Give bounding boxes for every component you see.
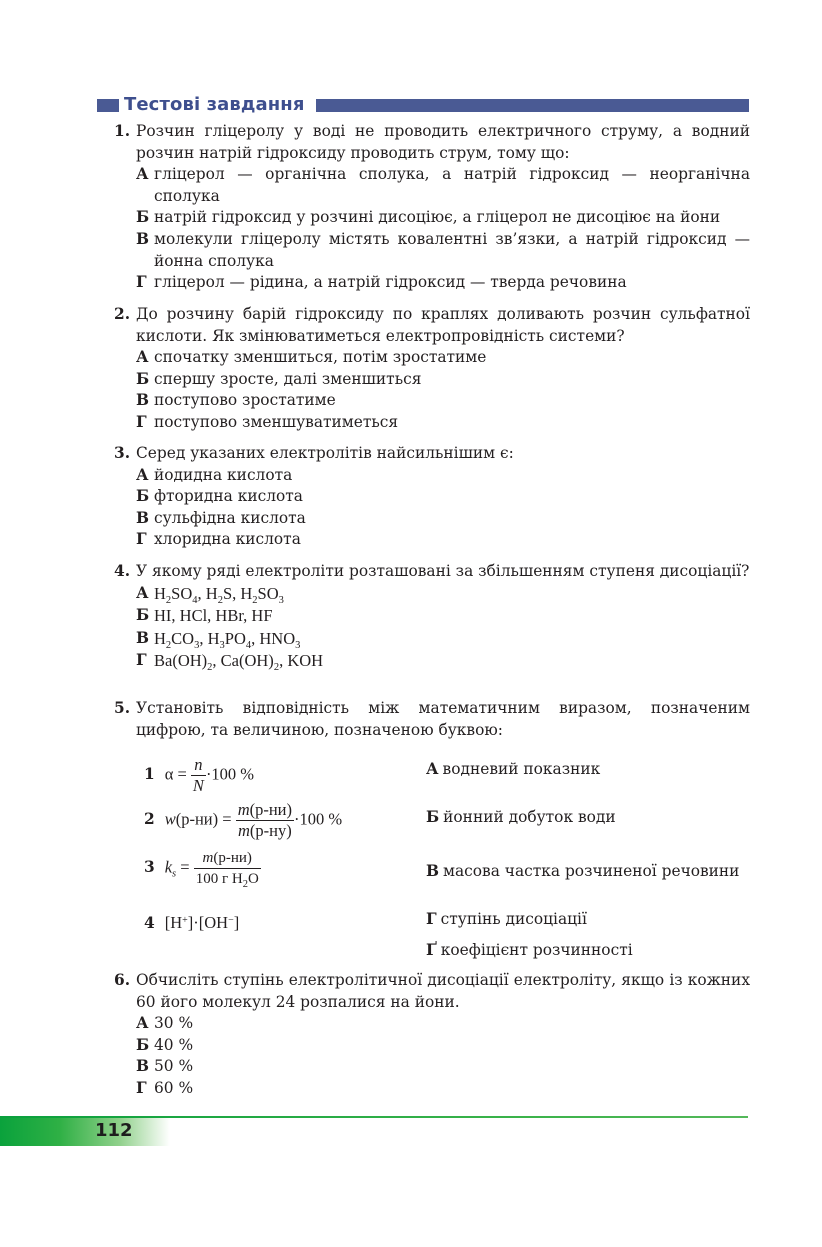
option-letter: Г bbox=[136, 530, 147, 549]
footer-band bbox=[0, 1118, 170, 1146]
question-3 bbox=[114, 443, 750, 551]
question-number: 5. bbox=[114, 699, 131, 717]
option-letter: В bbox=[136, 628, 150, 647]
option-b bbox=[136, 605, 750, 628]
option-letter: А bbox=[136, 465, 149, 484]
question-5 bbox=[114, 698, 750, 741]
question-stem: У якому ряді електроліти розташовані за збільшенням ступеня дисоціації? bbox=[136, 562, 750, 580]
option-letter: Б bbox=[136, 369, 150, 388]
question-number: 2. bbox=[114, 305, 131, 323]
option-text: поступово зростатиме bbox=[154, 391, 336, 410]
option-c bbox=[136, 1056, 750, 1078]
section-header bbox=[97, 95, 749, 115]
question-number: 6. bbox=[114, 971, 131, 989]
option-text: натрій гідроксид у розчині дисоціює, а гліцерол не дисоціює на йони bbox=[154, 208, 721, 227]
option-letter: А bbox=[136, 165, 149, 184]
option-text: 60 % bbox=[154, 1078, 194, 1097]
option-letter: В bbox=[136, 508, 150, 527]
matching-table bbox=[114, 748, 750, 966]
option-text: 40 % bbox=[154, 1035, 194, 1054]
option-text: сульфідна кислота bbox=[154, 508, 306, 527]
formula-series-c: $H_2CO_3$, $H_3PO_4$, $HNO_3$ bbox=[154, 628, 301, 651]
option-c bbox=[136, 229, 750, 272]
option-letter: Г bbox=[136, 651, 147, 670]
option-letter: А bbox=[136, 583, 149, 602]
formula-series-b: HI, HCl, HBr, HF bbox=[154, 606, 273, 626]
section-title: Тестові завдання bbox=[124, 94, 305, 115]
option-text: спершу зросте, далі зменшиться bbox=[154, 369, 422, 388]
question-2 bbox=[114, 304, 750, 434]
option-text: молекули гліцеролу містять ковалентні зв’язки, а натрій гідроксид — йонна сполука bbox=[154, 229, 750, 270]
option-d bbox=[136, 272, 750, 294]
question-number: 1. bbox=[114, 122, 131, 140]
option-text: поступово зменшуватиметься bbox=[154, 412, 399, 431]
formula-series-d: $Ba(OH)_2$, $Ca(OH)_2$, KOH bbox=[154, 651, 324, 674]
option-b bbox=[136, 486, 750, 508]
question-4 bbox=[114, 561, 750, 673]
answer-d: Г ступінь дисоціації bbox=[426, 910, 587, 928]
option-a bbox=[136, 1013, 750, 1035]
formula-2: 2 w(р-ни) = $\frac{m(р-ни)}{m(р-ну)}$ ·100 % bbox=[144, 800, 343, 840]
option-a bbox=[136, 164, 750, 207]
option-text: йодидна кислота bbox=[154, 465, 293, 484]
question-stem: До розчину барій гідроксиду по краплях доливають розчин сульфатної кислоти. Як змінюватиметься електропровідність системи? bbox=[136, 305, 750, 345]
formula-1: 1 α = $\frac{n}{N}$ ·100 % bbox=[144, 755, 255, 795]
option-letter: Б bbox=[136, 487, 150, 506]
question-stem: Розчин гліцеролу у воді не проводить електричного струму, а водний розчин натрій гідроксиду проводить струм, тому що: bbox=[136, 122, 750, 162]
header-bar-right bbox=[316, 99, 749, 112]
option-d bbox=[136, 650, 750, 673]
option-d bbox=[136, 529, 750, 551]
option-c bbox=[136, 390, 750, 412]
option-a bbox=[136, 465, 750, 487]
option-d bbox=[136, 1078, 750, 1100]
option-letter: В bbox=[136, 229, 150, 248]
answer-a: А водневий показник bbox=[426, 760, 601, 778]
question-stem: Серед указаних електролітів найсильнішим є: bbox=[136, 444, 514, 462]
formula-4: 4 [H+]·[OH−] bbox=[144, 913, 240, 932]
page-number: 112 bbox=[95, 1120, 133, 1141]
option-letter: Б bbox=[136, 1035, 150, 1054]
option-letter: А bbox=[136, 1014, 149, 1033]
option-b bbox=[136, 207, 750, 229]
option-letter: Г bbox=[136, 412, 147, 431]
header-bar-left bbox=[97, 99, 119, 112]
option-letter: В bbox=[136, 391, 150, 410]
option-text: 30 % bbox=[154, 1014, 194, 1033]
option-c bbox=[136, 628, 750, 651]
option-b bbox=[136, 1035, 750, 1057]
option-text: гліцерол — органічна сполука, а натрій гідроксид — неорганічна сполука bbox=[154, 165, 750, 205]
option-letter: Б bbox=[136, 606, 150, 625]
formula-series-a: $H_2SO_4$, $H_2S$, $H_2SO_3$ bbox=[154, 583, 284, 606]
option-text: 50 % bbox=[154, 1057, 194, 1076]
option-letter: В bbox=[136, 1057, 150, 1076]
answer-c: В масова частка розчиненої речовини bbox=[426, 862, 740, 880]
option-letter: А bbox=[136, 348, 149, 367]
question-stem: Установіть відповідність між математичним виразом, позначеним цифрою, та величиною, позначеною буквою: bbox=[136, 699, 750, 739]
answer-b: Б йонний добуток води bbox=[426, 808, 616, 826]
option-d bbox=[136, 412, 750, 434]
option-text: хлоридна кислота bbox=[154, 530, 301, 549]
question-stem: Обчисліть ступінь електролітичної дисоціації електроліту, якщо із кожних 60 його молекул 24 розпалися на йони. bbox=[136, 971, 750, 1011]
option-text: фторидна кислота bbox=[154, 487, 303, 506]
answer-e: Ґ коефіцієнт розчинності bbox=[426, 941, 633, 959]
option-letter: Б bbox=[136, 208, 150, 227]
question-number: 3. bbox=[114, 444, 131, 462]
option-b bbox=[136, 369, 750, 391]
option-text: спочатку зменшиться, потім зростатиме bbox=[154, 348, 487, 367]
question-1 bbox=[114, 121, 750, 294]
option-text: гліцерол — рідина, а натрій гідроксид — тверда речовина bbox=[154, 273, 627, 292]
question-number: 4. bbox=[114, 562, 131, 580]
formula-3: 3 $k_s$ = $\frac{m(р-ни)}{100 г H_2O}$ bbox=[144, 850, 259, 890]
option-a bbox=[136, 347, 750, 369]
option-c bbox=[136, 508, 750, 530]
question-6 bbox=[114, 970, 750, 1100]
option-letter: Г bbox=[136, 1078, 147, 1097]
option-letter: Г bbox=[136, 273, 147, 292]
option-a bbox=[136, 583, 750, 606]
